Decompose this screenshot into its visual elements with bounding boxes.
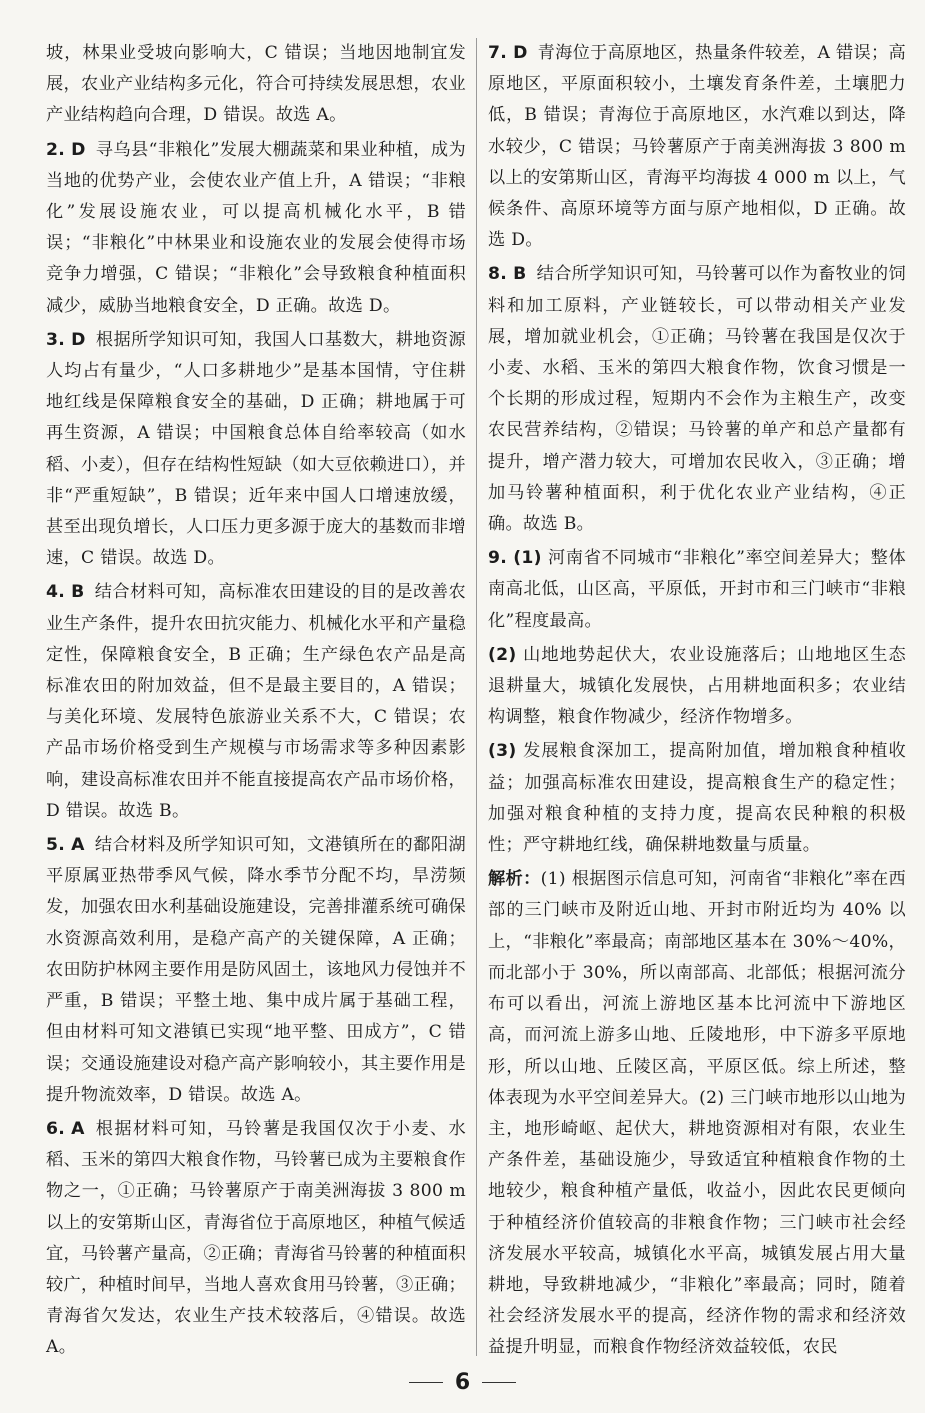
question-8 [488, 259, 906, 540]
question-number: 5. [46, 835, 66, 856]
analysis-text: (1) 根据图示信息可知，河南省“非粮化”率在西部的三门峡市及附近山地、开封市附近均为 40% 以上，“非粮化”率最高；南部地区基本在 30%～40%，而北部小于 30%，所以南部高、北部低；根据河流分布可以看出，河流上游地区基本比河流中下游地区高，而河流上游多山地、丘陵地形，中下游多平原地形，所以山地、丘陵区高，平原区低。综上所述，整体表现为水平空间差异大。(2) 三门峡市地形以山地为主，地形崎岖、起伏大，耕地资源相对有限，农业生产条件差，基础设施少，导致适宜种植粮食作物的土地较少，粮食种植产量低，收益小，因此农民更倾向于种植经济价值较高的非粮食作物；三门峡市社会经济发展水平较高，城镇化水平高，城镇发展占用大量耕地，导致耕地减少，“非粮化”率最高；同时，随着社会经济发展水平的提高，经济作物的需求和经济效益提升明显，而粮食作物经济效益较低，农民 [488, 869, 906, 1358]
question-7 [488, 38, 906, 256]
explanation-text: 根据材料可知，马铃薯是我国仅次于小麦、水稻、玉米的第四大粮食作物，马铃薯已成为主要粮食作物之一，①正确；马铃薯原产于南美洲海拔 3 800 m 以上的安第斯山区，青海省位于高原地区，种植气候适宜，马铃薯产量高，②正确；青海省马铃薯的种植面积较广，种植时间早，当地人喜欢食用马铃薯，③正确；青海省欠发达，农业生产技术较落后，④错误。故选 A。 [46, 1118, 466, 1358]
question-2 [46, 135, 466, 322]
analysis-label: 解析： [488, 869, 541, 890]
answer-letter: B [71, 582, 85, 603]
right-column [488, 38, 906, 1367]
page-footer [0, 1362, 925, 1402]
answer-letter: A [71, 835, 85, 856]
page-number: 6 [454, 1369, 471, 1395]
explanation-text: 结合材料可知，高标准农田建设的目的是改善农业生产条件，提升农田抗灾能力、机械化水平和产量稳定性，保障粮食安全，B 正确；生产绿色农产品是高标准农田的附加效益，但不是最主要目的，A 错误；与美化环境、发展特色旅游业关系不大，C 错误；农产品市场价格受到生产规模与市场需求等多种因素影响，建设高标准农田并不能直接提高农产品市场价格，D 错误。故选 B。 [46, 582, 466, 821]
answer-letter: A [71, 1118, 85, 1139]
question-number: 8. [488, 264, 508, 285]
left-column [46, 38, 466, 1367]
explanation-text: 根据所学知识可知，我国人口基数大，耕地资源人均占有量少，“人口多耕地少”是基本国情，守住耕地红线是保障粮食安全的基础，D 正确；耕地属于可再生资源，A 错误；中国粮食总体自给率较高（如水稻、小麦），但存在结构性短缺（如大豆依赖进口），并非“严重短缺”，B 错误；近年来中国人口增速放缓，甚至出现负增长，人口压力更多源于庞大的基数而非增速，C 错误。故选 D。 [46, 329, 466, 569]
question-number: 6. [46, 1118, 66, 1139]
sub-question-number: (2) [488, 644, 517, 665]
question-number: 9. [488, 548, 508, 569]
explanation-text: 寻乌县“非粮化”发展大棚蔬菜和果业种植，成为当地的优势产业，会使农业产值上升，A 错误；“非粮化”发展设施农业，可以提高机械化水平，B 错误；“非粮化”中林果业和设施农业的发展会使得市场竞争力增强，C 错误；“非粮化”会导致粮食种植面积减少，威胁当地粮食安全，D 正确。故选 D。 [46, 139, 466, 316]
explanation-text: 结合所学知识可知，马铃薯可以作为畜牧业的饲料和加工原料，产业链较长，可以带动相关产业发展，增加就业机会，①正确；马铃薯在我国是仅次于小麦、水稻、玉米的第四大粮食作物，饮食习惯是一个长期的形成过程，短期内不会作为主粮生产，改变农民营养结构，②错误；马铃薯的单产和总产量都有提升，增产潜力较大，可增加农民收入，③正确；增加马铃薯种植面积，利于优化农业产业结构，④正确。故选 B。 [488, 264, 906, 535]
question-number: 7. [488, 43, 508, 63]
answer-text: 河南省不同城市“非粮化”率空间差异大；整体南高北低，山区高，平原低，开封市和三门峡市“非粮化”程度最高。 [488, 548, 907, 631]
question-9-part-3 [488, 736, 906, 861]
question-number: 3. [46, 329, 66, 350]
answer-text: 山地地势起伏大，农业设施落后；山地地区生态退耕量大，城镇化发展快，占用耕地面积多；农业结构调整，粮食作物减少，经济作物增多。 [488, 644, 906, 728]
answer-text: 发展粮食深加工，提高附加值，增加粮食种植收益；加强高标准农田建设，提高粮食生产的稳定性；加强对粮食种植的支持力度，提高农民种粮的积极性；严守耕地红线，确保耕地数量与质量。 [488, 741, 906, 856]
question-3 [46, 325, 466, 575]
explanation-text: 结合材料及所学知识可知，文港镇所在的鄱阳湖平原属亚热带季风气候，降水季节分配不均，旱涝频发，加强农田水利基础设施建设，完善排灌系统可确保水资源高效利用，是稳产高产的关键保障，A 正确；农田防护林网主要作用是防风固土，该地风力侵蚀并不严重，B 错误；平整土地、集中成片属于基础工程，但由材料可知文港镇已实现“地平整、田成方”，C 错误；交通设施建设对稳产高产影响较小，其主要作用是提升物流效率，D 错误。故选 A。 [46, 835, 466, 1105]
question-9-part-1 [488, 543, 906, 637]
answer-letter: D [513, 43, 528, 63]
answer-letter: B [513, 264, 527, 285]
question-number: 2. [46, 139, 66, 160]
question-9-analysis [488, 864, 906, 1363]
paragraph-text: 坡，林果业受坡向影响大，C 错误；当地因地制宜发展，农业产业结构多元化，符合可持续发展思想，农业产业结构趋向合理，D 错误。故选 A。 [46, 43, 466, 126]
question-5 [46, 830, 466, 1111]
answer-letter: D [71, 329, 86, 350]
continued-paragraph [46, 38, 466, 132]
explanation-text: 青海位于高原地区，热量条件较差，A 错误；高原地区，平原面积较小，土壤发育条件差，土壤肥力低，B 错误；青海位于高原地区，水汽难以到达，降水较少，C 错误；马铃薯原产于南美洲海拔 3 800 m 以上的安第斯山区，青海平均海拔 4 000 m 以上，气候条件、高原环境等方面与原产地相似，D 正确。故选 D。 [488, 43, 906, 251]
footer-dash-right [482, 1382, 516, 1383]
question-4 [46, 577, 466, 827]
question-6 [46, 1114, 466, 1364]
answer-letter: D [71, 139, 86, 160]
question-9-part-2 [488, 640, 906, 734]
sub-question-number: (3) [488, 741, 517, 762]
question-number: 4. [46, 582, 66, 603]
column-divider [476, 38, 477, 1356]
sub-question-number: (1) [513, 548, 542, 569]
footer-dash-left [409, 1382, 443, 1383]
